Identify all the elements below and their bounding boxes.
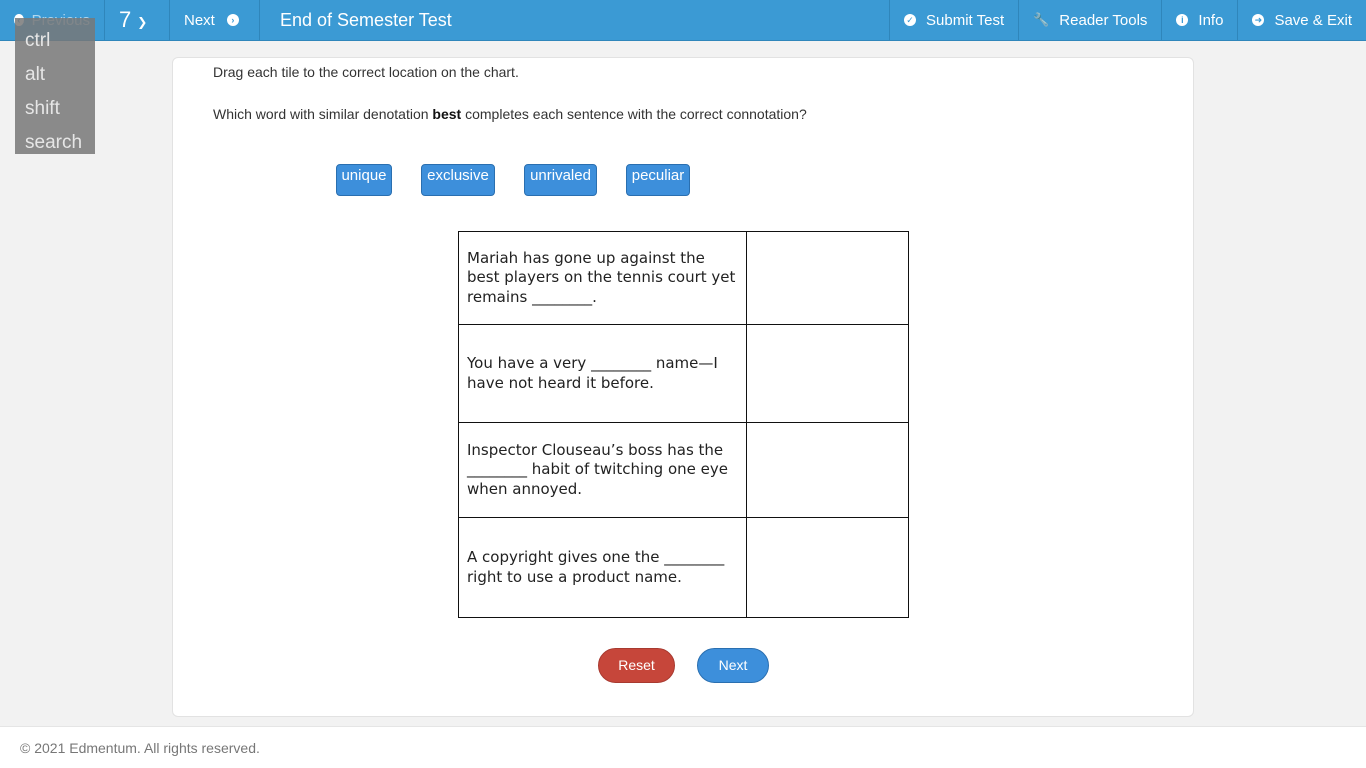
table-row [459, 325, 909, 423]
sentence-cell: Inspector Clouseau’s boss has the ________ habit of twitching one eye when annoyed. [459, 423, 747, 518]
key-alt: alt [25, 64, 46, 85]
key-shift: shift [25, 98, 60, 119]
sign-out-icon: ➜ [1252, 14, 1264, 26]
sentence-cell: You have a very ________ name—I have not heard it before. [459, 325, 747, 423]
check-circle-icon: ✓ [904, 14, 916, 26]
next-question-button[interactable] [170, 0, 260, 40]
reader-tools-button[interactable] [1018, 0, 1161, 40]
key-ctrl: ctrl [25, 30, 51, 51]
save-exit-button[interactable] [1237, 0, 1366, 40]
modifier-keys-overlay [15, 18, 95, 154]
save-exit-label: Save & Exit [1274, 11, 1352, 29]
question-card [172, 57, 1194, 717]
wrench-icon: 🔧 [1033, 12, 1050, 27]
question-text [213, 106, 807, 122]
drop-target[interactable] [747, 325, 909, 423]
chevron-down-icon: ❯ [137, 15, 148, 29]
tile-peculiar[interactable]: peculiar [626, 164, 690, 196]
sentence-cell: A copyright gives one the ________ right to use a product name. [459, 518, 747, 618]
info-label: Info [1198, 11, 1224, 29]
question-part-2: completes each sentence with the correct connotation? [461, 106, 807, 122]
reset-button[interactable]: Reset [598, 648, 675, 683]
tile-unrivaled[interactable]: unrivaled [524, 164, 597, 196]
drop-target[interactable] [747, 423, 909, 518]
test-title: End of Semester Test [280, 9, 452, 30]
drop-target[interactable] [747, 518, 909, 618]
instruction-text: Drag each tile to the correct location on the chart. [213, 64, 519, 80]
tile-exclusive[interactable]: exclusive [421, 164, 495, 196]
table-row [459, 518, 909, 618]
footer [0, 726, 1366, 768]
tile-unique[interactable]: unique [336, 164, 392, 196]
table-row [459, 423, 909, 518]
arrow-right-icon: › [227, 14, 239, 26]
drag-chart [458, 231, 909, 618]
submit-test-button[interactable] [889, 0, 1018, 40]
reader-tools-label: Reader Tools [1059, 11, 1148, 29]
sentence-cell: Mariah has gone up against the best players on the tennis court yet remains ________. [459, 232, 747, 325]
next-button[interactable]: Next [697, 648, 769, 683]
table-row [459, 232, 909, 325]
drop-target[interactable] [747, 232, 909, 325]
topbar-actions [889, 0, 1366, 40]
question-bold-word: best [432, 106, 462, 122]
info-button[interactable] [1161, 0, 1237, 40]
question-number: 7 [119, 7, 132, 32]
question-part-1: Which word with similar denotation [213, 106, 433, 122]
copyright-text: © 2021 Edmentum. All rights reserved. [20, 740, 260, 756]
question-number-dropdown[interactable] [105, 0, 170, 40]
info-icon: i [1176, 14, 1188, 26]
next-label: Next [184, 11, 215, 29]
submit-label: Submit Test [926, 11, 1005, 29]
top-navigation-bar [0, 0, 1366, 41]
key-search: search [25, 132, 83, 153]
